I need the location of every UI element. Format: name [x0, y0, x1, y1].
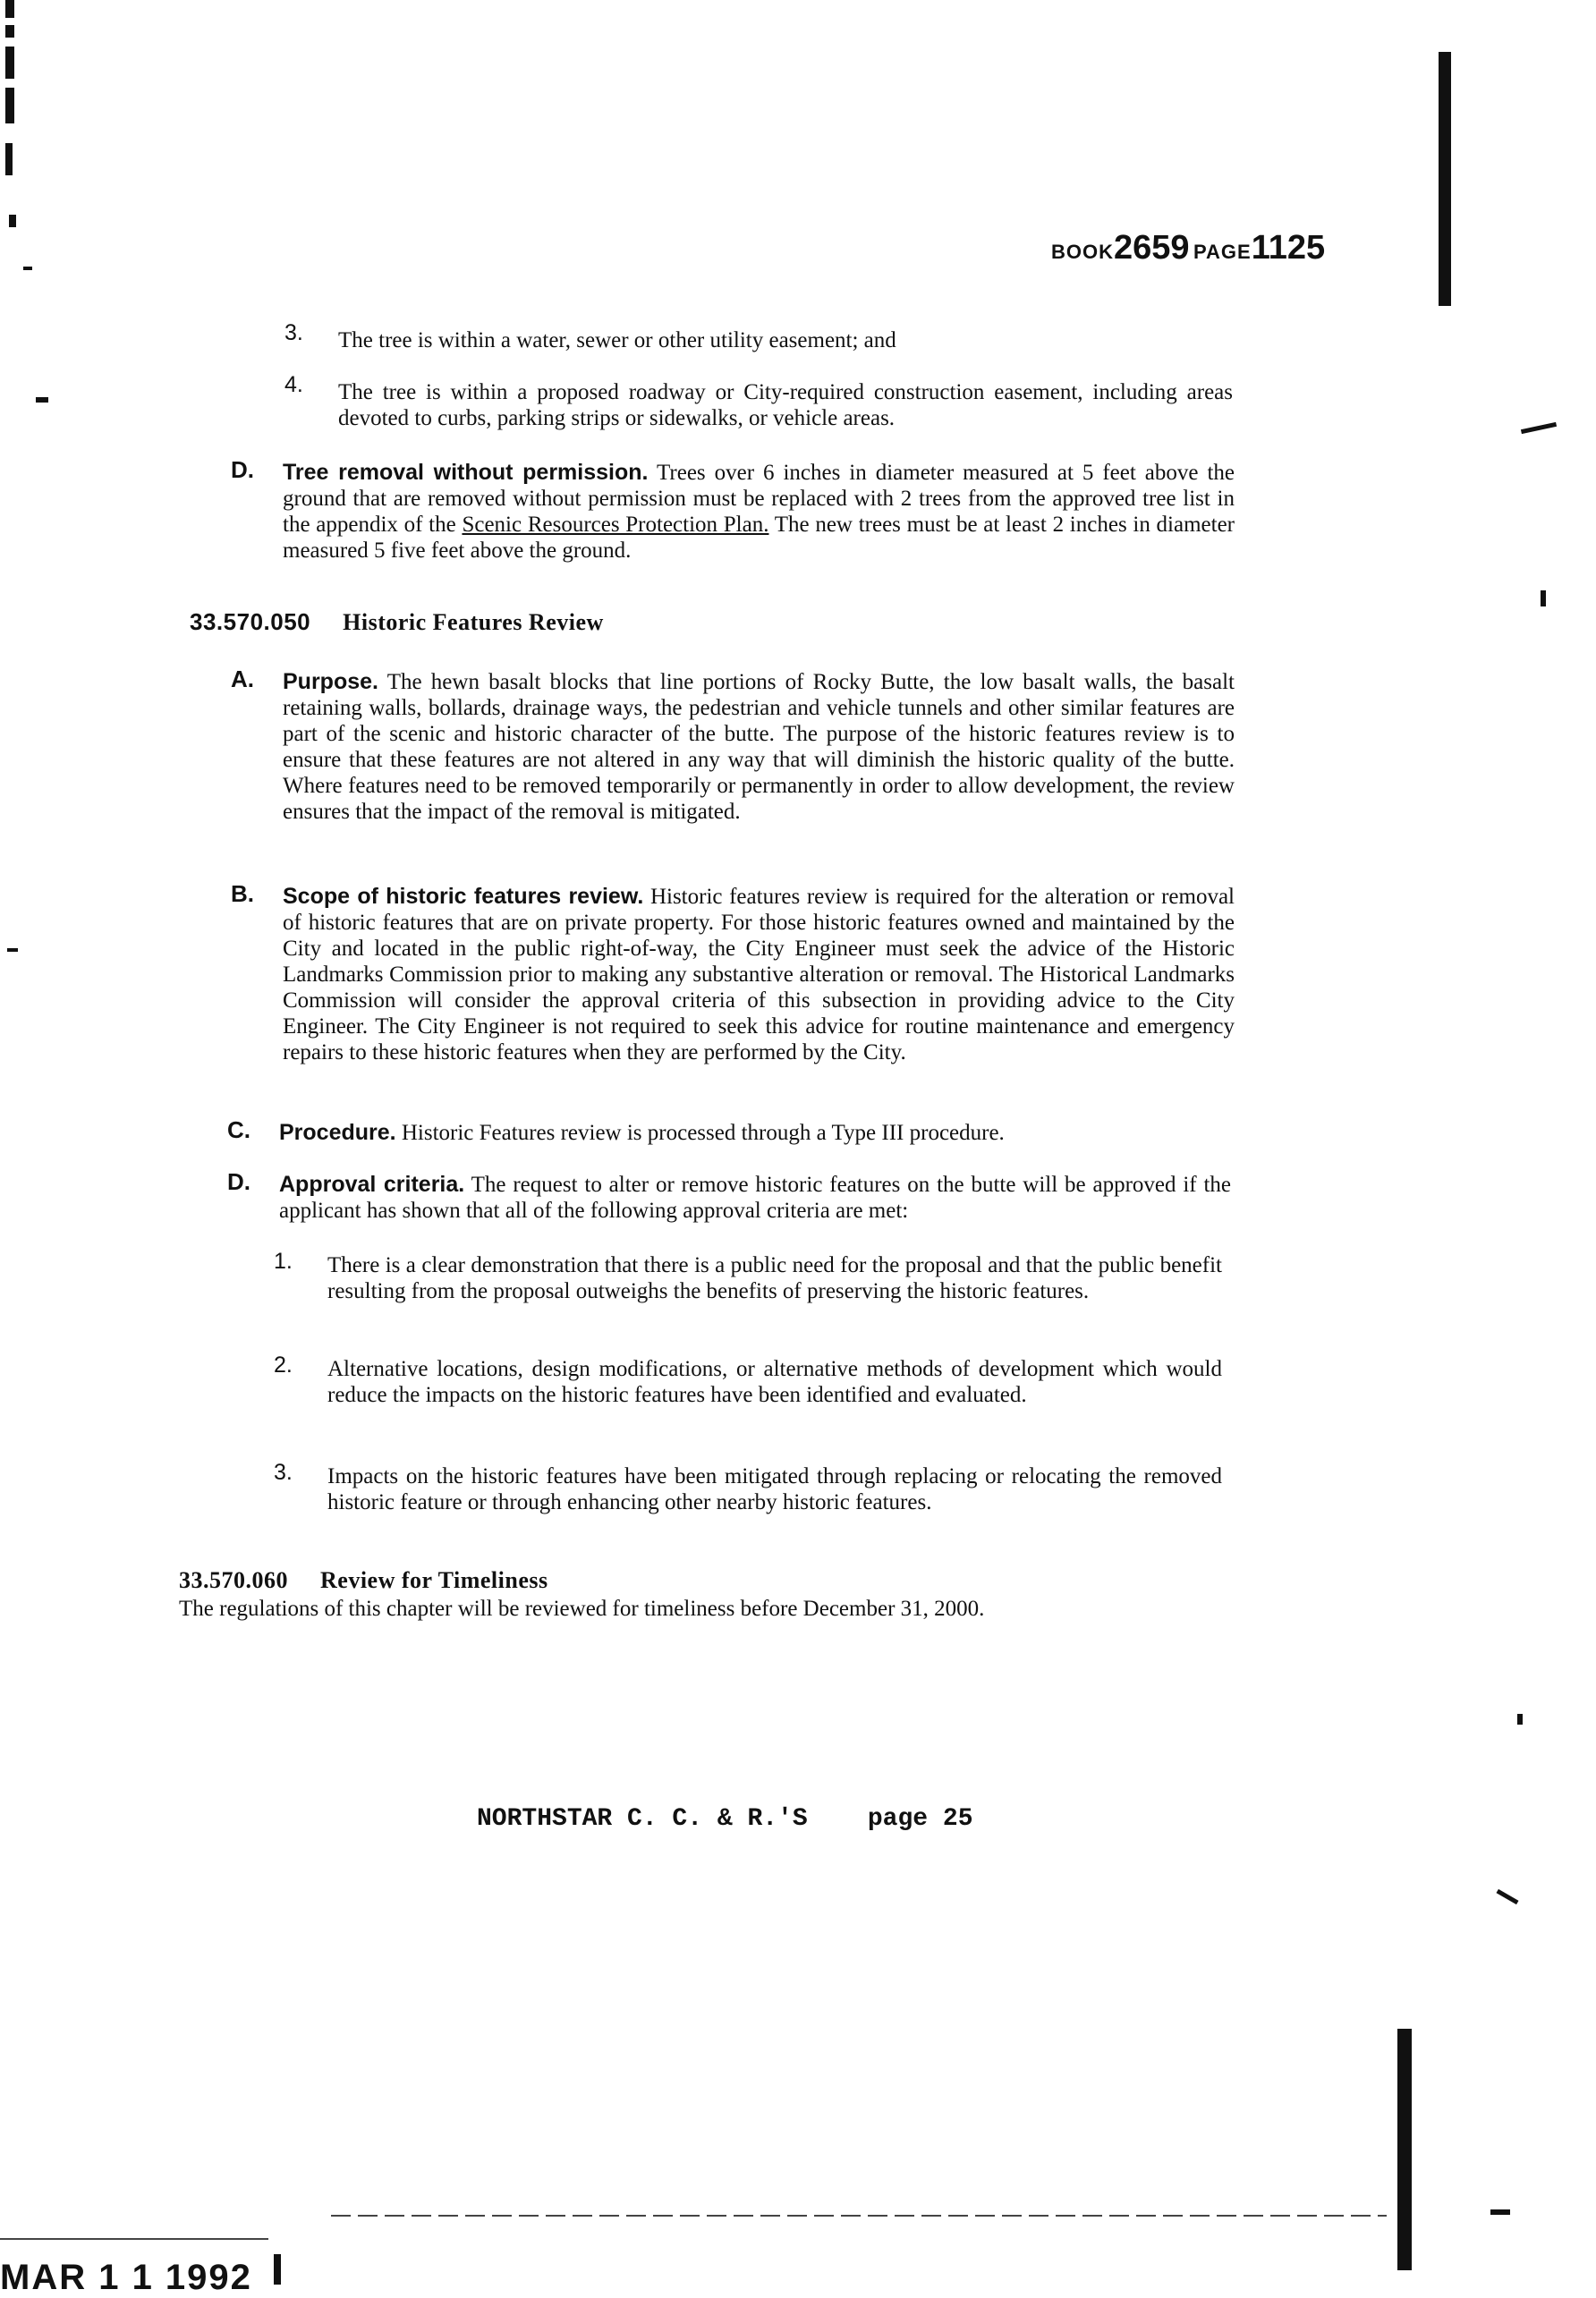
- book-label: BOOK: [1051, 241, 1114, 263]
- section-050-title: Historic Features Review: [343, 609, 604, 635]
- approval-paragraph: [279, 1172, 1231, 1224]
- scope-letter: B.: [231, 880, 254, 907]
- book-number: 2659: [1114, 229, 1190, 267]
- scan-mark-bottom-tick: [274, 2254, 281, 2285]
- scan-mark-left-2: [5, 25, 14, 38]
- scan-mark-left-8: [36, 397, 48, 403]
- scan-mark-left-7: [23, 267, 32, 270]
- scan-mark-right-corner: [1490, 2209, 1510, 2215]
- scan-mark-right-bullet: [1517, 1714, 1523, 1725]
- tree-item-4-text: The tree is within a proposed roadway or City-required construction easement, including areas devoted to curbs, parking strips or sidewalks, or vehicle areas.: [338, 380, 1233, 430]
- scenic-plan-reference: Scenic Resources Protection Plan.: [462, 513, 769, 537]
- section-060-text: The regulations of this chapter will be reviewed for timeliness before December 31, 2000.: [179, 1597, 985, 1621]
- scan-mark-left-1: [5, 0, 14, 18]
- section-050-number: 33.570.050: [190, 608, 311, 635]
- tree-removal-text-end: The new trees must be at least 2 inches in diameter measured 5 five feet above the ground.: [283, 513, 1235, 563]
- criterion-1-number: 1.: [274, 1249, 293, 1274]
- section-060-title: Review for Timeliness: [320, 1567, 548, 1593]
- criterion-2-number: 2.: [274, 1353, 293, 1378]
- tree-item-4-number: 4.: [284, 372, 303, 397]
- section-060-heading: [179, 1567, 548, 1594]
- scan-mark-right-dot: [1541, 590, 1546, 606]
- bottom-rule-right: [331, 2215, 1387, 2217]
- purpose-paragraph: [283, 669, 1235, 825]
- book-page-reference: [1051, 229, 1325, 267]
- scan-mark-right-arrow: [1521, 422, 1557, 434]
- page-number: 1125: [1251, 229, 1326, 267]
- tree-removal-text: Trees over 6 inches in diameter measured at 5 feet above the ground that are removed without permission must be replaced with 2 trees from the approved tree list in the appendix of the: [283, 461, 1235, 537]
- tree-removal-heading: Tree removal without permission.: [283, 460, 649, 485]
- scan-mark-left-6: [9, 215, 16, 227]
- scan-mark-right-bottom: [1397, 2029, 1412, 2270]
- page-label: PAGE: [1193, 241, 1252, 263]
- scan-mark-left-3: [5, 47, 14, 79]
- procedure-letter: C.: [227, 1116, 250, 1143]
- page-footer: NORTHSTAR C. C. & R.'S page 25: [477, 1805, 973, 1833]
- criterion-3-number: 3.: [274, 1460, 293, 1485]
- scope-text: Historic features review is required for the alteration or removal of historic features that are on private property. For those historic features owned and maintained by the City and located in the public right-of-way, the City Engineer must seek the advice of the Historic Landmarks Commission prior to making any substantive alteration or removal. The Historical Landmarks Commission will consider the approval criteria of this subsection in providing advice to the City Engineer. The City Engineer is not required to seek this advice for routine maintenance and emergency repairs to these historic features when they are performed by the City.: [283, 885, 1235, 1064]
- approval-letter: D.: [227, 1168, 250, 1195]
- procedure-heading: Procedure.: [279, 1120, 396, 1145]
- purpose-text: The hewn basalt blocks that line portions of Rocky Butte, the low basalt walls, the basalt retaining walls, bollards, drainage ways, the pedestrian and vehicle tunnels and other similar features are part of the scenic and historic character of the butte. The purpose of the historic features review is to ensure that these features are not altered in any way that will diminish the historic quality of the butte. Where features need to be removed temporarily or permanently in order to allow development, the review ensures that the impact of the removal is mitigated.: [283, 670, 1235, 824]
- section-050-heading: [190, 608, 604, 636]
- scan-mark-right-arrow-2: [1496, 1889, 1518, 1904]
- tree-removal-letter: D.: [231, 456, 254, 483]
- purpose-letter: A.: [231, 666, 254, 692]
- tree-item-3-text: The tree is within a water, sewer or other utility easement; and: [338, 328, 896, 352]
- tree-item-3-number: 3.: [284, 320, 303, 345]
- approval-text: The request to alter or remove historic features on the butte will be approved if the applicant has shown that all of the following approval criteria are met:: [279, 1173, 1231, 1223]
- criterion-3-text: Impacts on the historic features have been mitigated through replacing or relocating the removed historic feature or through enhancing other nearby historic features.: [327, 1464, 1222, 1514]
- scan-mark-left-4: [5, 88, 14, 123]
- purpose-heading: Purpose.: [283, 669, 378, 694]
- approval-heading: Approval criteria.: [279, 1172, 465, 1197]
- criterion-2-text: Alternative locations, design modifications, or alternative methods of development which would reduce the impacts on the historic features have been identified and evaluated.: [327, 1357, 1222, 1407]
- date-stamp: MAR 1 1 1992: [0, 2258, 252, 2297]
- scan-mark-right-top: [1439, 52, 1451, 306]
- criterion-1-text: There is a clear demonstration that there is a public need for the proposal and that the public benefit resulting from the proposal outweighs the benefits of preserving the historic features.: [327, 1253, 1222, 1303]
- scan-mark-left-5: [5, 143, 13, 175]
- scope-paragraph: [283, 884, 1235, 1065]
- section-060-number: 33.570.060: [179, 1567, 288, 1593]
- tree-removal-paragraph: [283, 460, 1235, 564]
- bottom-rule-left: [0, 2238, 268, 2240]
- scope-heading: Scope of historic features review.: [283, 884, 644, 909]
- scan-mark-left-9: [7, 948, 18, 952]
- procedure-paragraph: [279, 1120, 1231, 1146]
- procedure-text: Historic Features review is processed through a Type III procedure.: [401, 1121, 1005, 1145]
